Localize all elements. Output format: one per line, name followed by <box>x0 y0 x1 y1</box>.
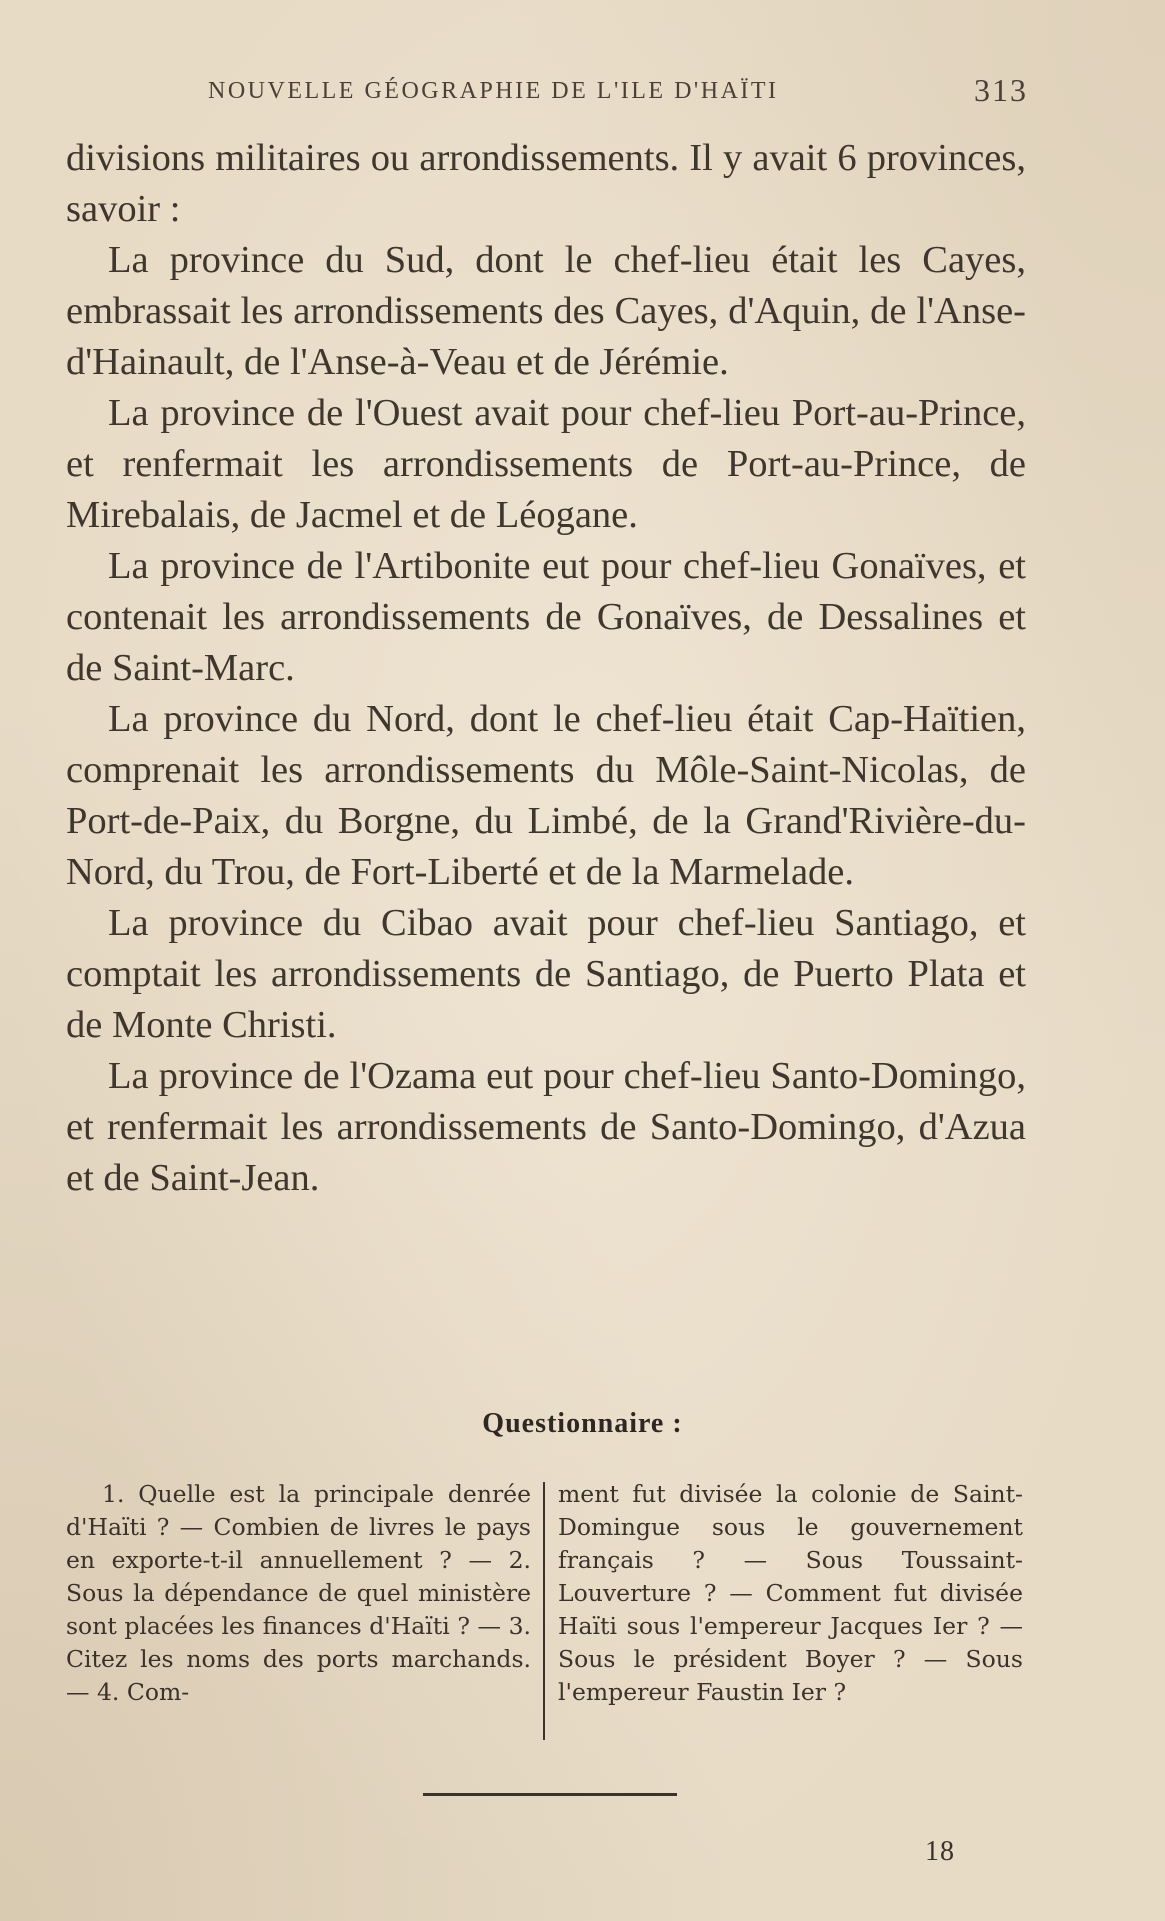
running-title: NOUVELLE GÉOGRAPHIE DE L'ILE D'HAÏTI <box>208 78 779 104</box>
questionnaire-right-column: ment fut divisée la colonie de Saint-Domingue sous le gouvernement français ? — Sous Toussaint-Louverture ? — Comment fut divisée Haïti sous l'empereur Jacques Ier ? — Sous le président Boyer ? — Sous l'empereur Faustin Ier ? <box>558 1480 1023 1706</box>
body-text <box>66 133 1026 1204</box>
running-head <box>68 72 1028 112</box>
paragraph-province-artibonite: La province de l'Artibonite eut pour chef-lieu Gonaïves, et contenait les arrondissements de Gonaïves, de Dessalines et de Saint-Marc. <box>66 545 1026 689</box>
questionnaire-left-column: 1. Quelle est la principale denrée d'Haïti ? — Combien de livres le pays en exporte-t-il annuellement ? — 2. Sous la dépendance de quel ministère sont placées les finances d'Haïti ? — 3. Citez les noms des ports marchands. — 4. Com- <box>66 1480 531 1706</box>
questionnaire-title: Questionnaire : <box>482 1408 683 1439</box>
paragraph-province-ozama: La province de l'Ozama eut pour chef-lieu Santo-Domingo, et renfermait les arrondissements de Santo-Domingo, d'Azua et de Saint-Jean. <box>66 1055 1026 1199</box>
paragraph-intro: divisions militaires ou arrondissements. Il y avait 6 provinces, savoir : <box>66 137 1026 230</box>
paragraph-province-ouest: La province de l'Ouest avait pour chef-lieu Port-au-Prince, et renfermait les arrondissements de Port-au-Prince, de Mirebalais, de Jacmel et de Léogane. <box>66 392 1026 536</box>
section-rule <box>423 1793 677 1796</box>
paragraph-province-sud: La province du Sud, dont le chef-lieu était les Cayes, embrassait les arrondissements des Cayes, d'Aquin, de l'Anse-d'Hainault, de l'Anse-à-Veau et de Jérémie. <box>66 239 1026 383</box>
paragraph-province-cibao: La province du Cibao avait pour chef-lieu Santiago, et comptait les arrondissements de Santiago, de Puerto Plata et de Monte Christi. <box>66 902 1026 1046</box>
signature-mark: 18 <box>925 1836 955 1867</box>
questionnaire <box>66 1478 1031 1746</box>
column-divider <box>543 1482 545 1740</box>
page-number: 313 <box>974 72 1028 108</box>
paragraph-province-nord: La province du Nord, dont le chef-lieu était Cap-Haïtien, comprenait les arrondissements du Môle-Saint-Nicolas, de Port-de-Paix, du Borgne, du Limbé, de la Grand'Rivière-du-Nord, du Trou, de Fort-Liberté et de la Marmelade. <box>66 698 1026 893</box>
